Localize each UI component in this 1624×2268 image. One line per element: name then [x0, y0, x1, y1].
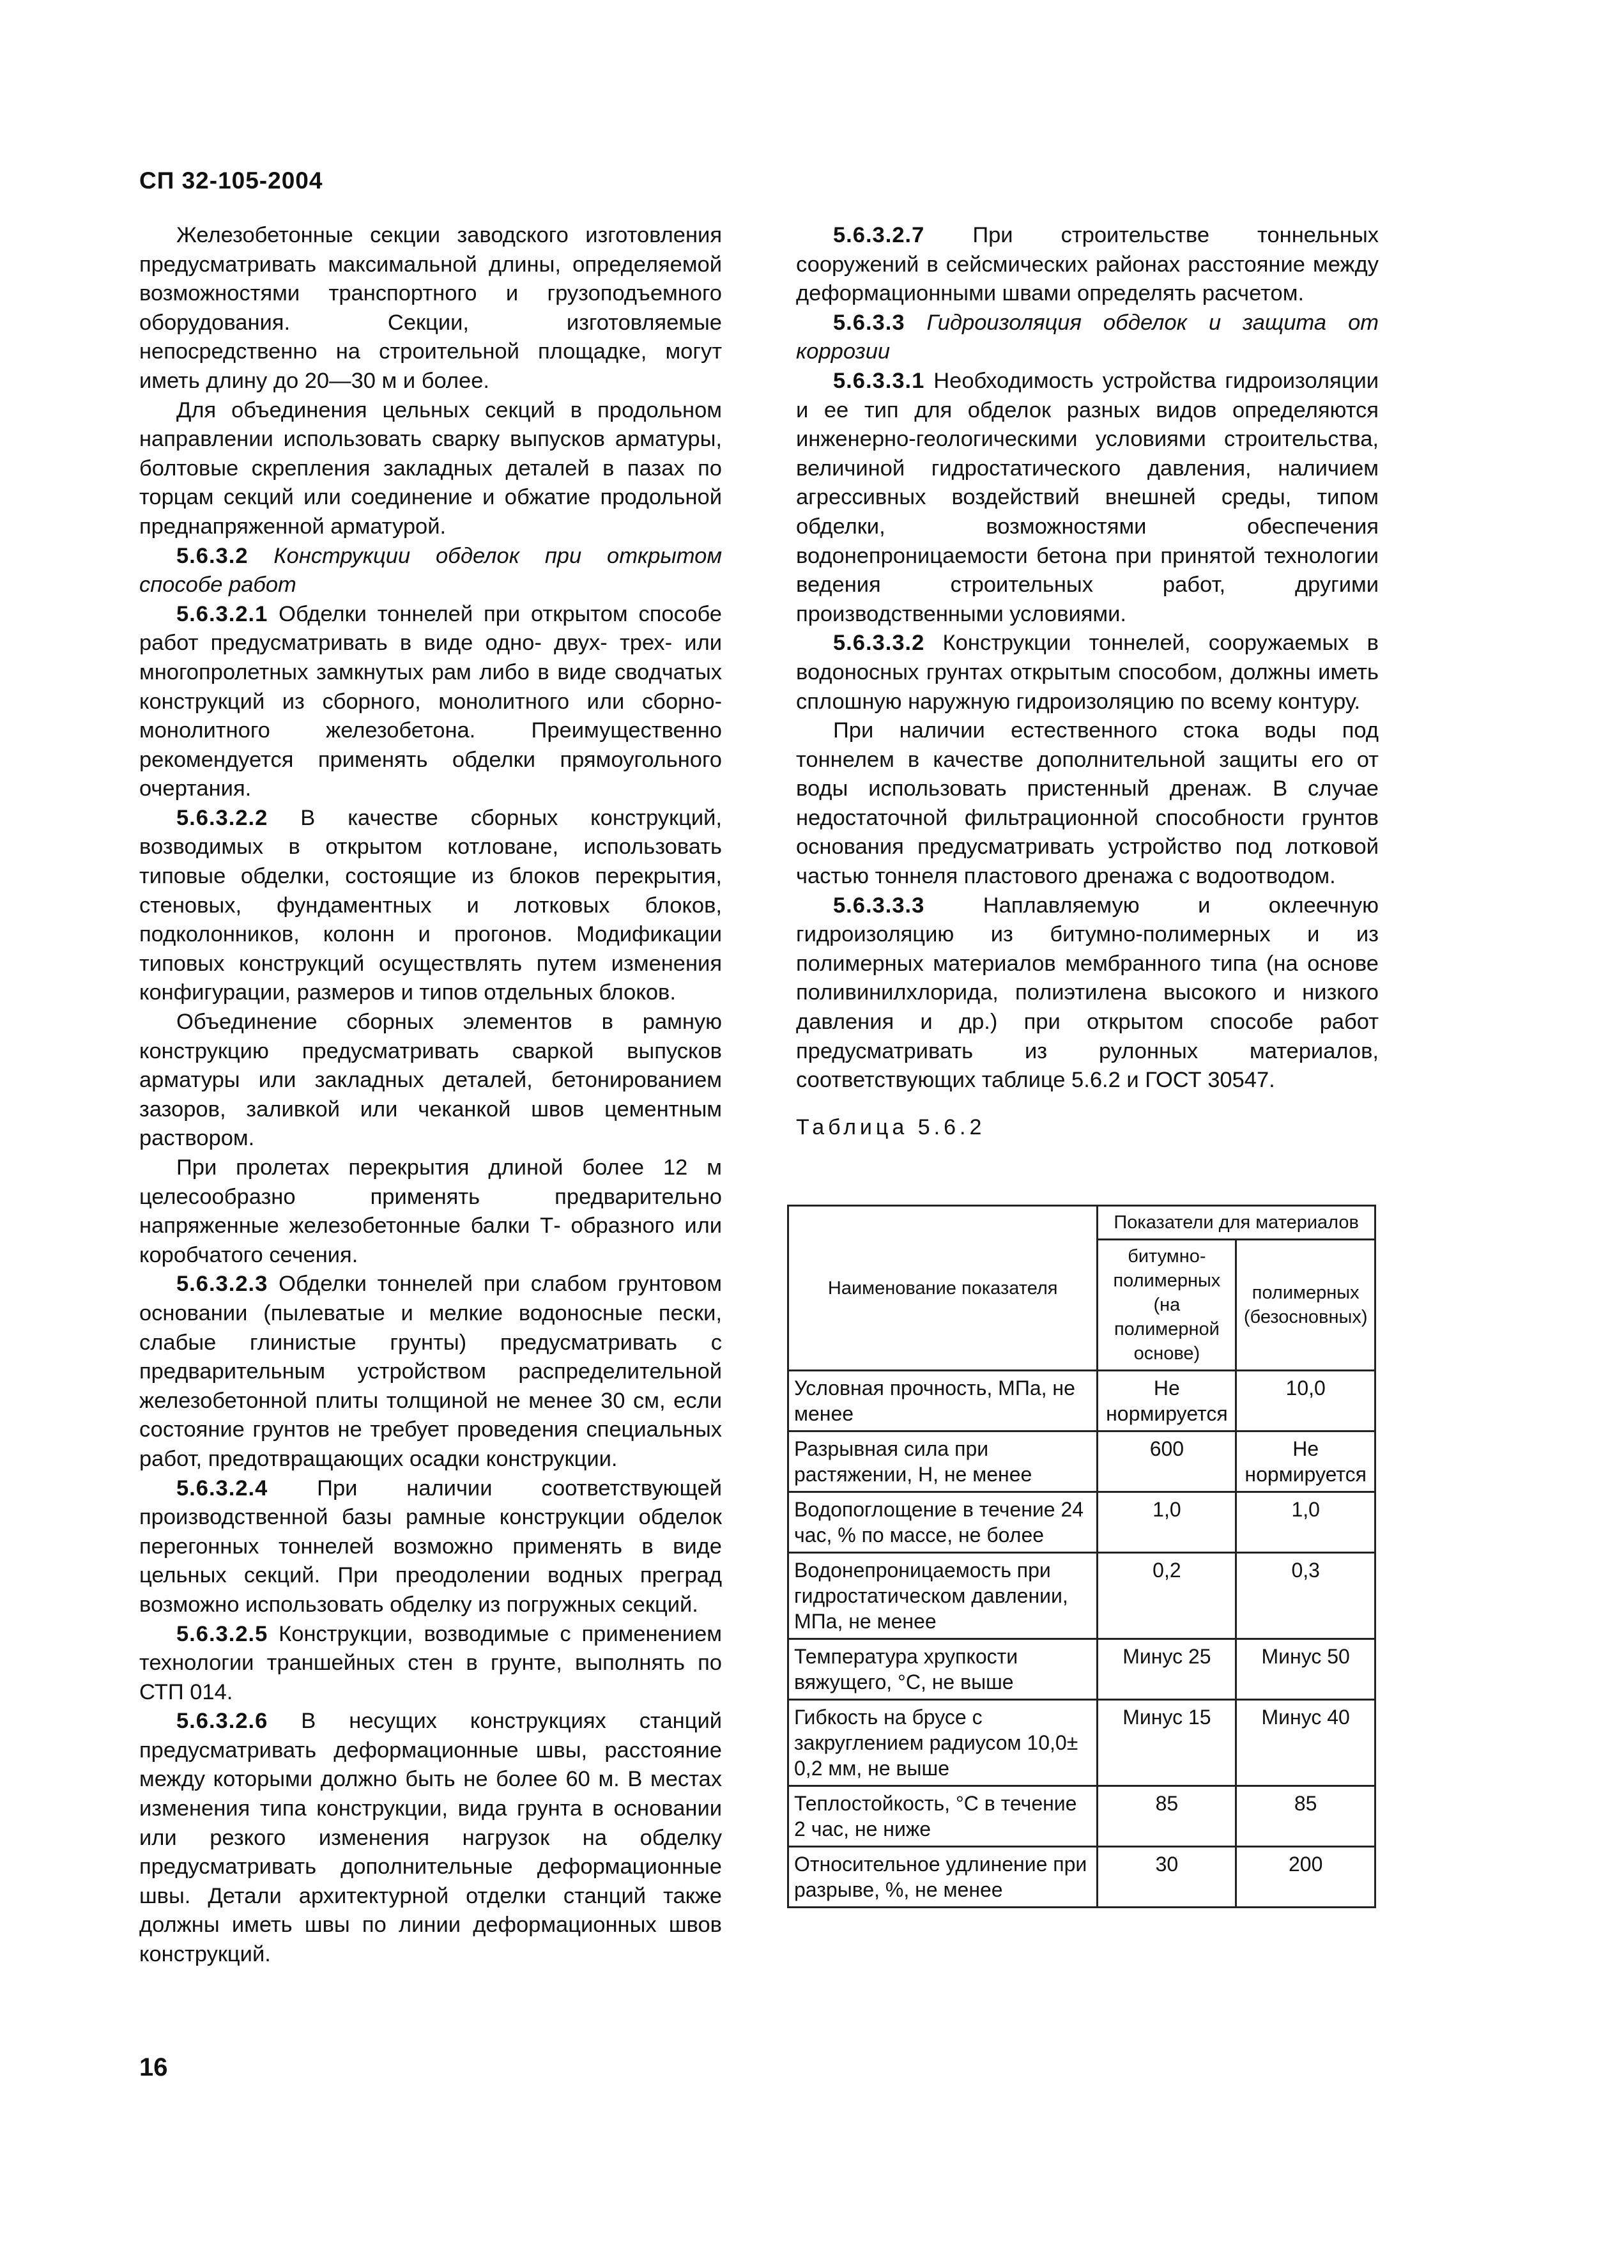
clause-text: В качестве сборных конструкций, возводимых в открытом котловане, использовать типовые обделки, состоящие из блоков перекрытия, стеновых, фундаментных и лотковых блоков, подколонников, колонн и прогонов. Модификации типовых конструкций осуществлять путем изменения конфигурации, размеров и типов отдельных блоков. [139, 805, 722, 1005]
clause-text: Конструкции тоннелей, сооружаемых в водоносных грунтах открытым способом, должны иметь сплошную наружную гидроизоляцию по всему контуру. [796, 631, 1379, 714]
table-cell-a: 600 [1098, 1431, 1236, 1492]
table-cell-b: Не нормируется [1236, 1431, 1375, 1492]
table-cell-name: Относительное удлинение при разрыве, %, не менее [788, 1847, 1098, 1908]
table-row [788, 1847, 1375, 1908]
clause-5-6-3-3-2 [796, 629, 1379, 716]
clause-number: 5.6.3.2.7 [833, 223, 925, 247]
paragraph: Для объединения цельных секций в продольном направлении использовать сварку выпусков арматуры, болтовые скрепления закладных деталей в пазах по торцам секций или соединение и обжатие продольной преднапряженной арматурой. [139, 397, 722, 539]
clause-5-6-3-2-5 [139, 1620, 722, 1708]
table-row [788, 1371, 1375, 1431]
table-cell-b: 1,0 [1236, 1492, 1375, 1553]
table-cell-b: 85 [1236, 1786, 1375, 1847]
paragraph: При пролетах перекрытия длиной более 12 м целесообразно применять предварительно напряженные железобетонные балки Т- образного или коробчатого сечения. [139, 1155, 722, 1267]
right-column [796, 221, 1379, 1142]
clause-5-6-3-2-2 [139, 804, 722, 1008]
table-row [788, 1639, 1375, 1700]
table-cell-name: Теплостойкость, °С в течение 2 час, не ниже [788, 1786, 1098, 1847]
clause-number: 5.6.3.3.1 [833, 368, 925, 393]
table-cell-a: 30 [1098, 1847, 1236, 1908]
section-heading-5-6-3-3 [796, 309, 1379, 367]
clause-text: При наличии соответствующей производственной базы рамные конструкции обделок перегонных тоннелей возможно применять в виде цельных секций. При преодолении водных преград возможно использовать обделку из погружных секций. [139, 1476, 722, 1617]
table-cell-a: 0,2 [1098, 1553, 1236, 1639]
table-row [788, 1786, 1375, 1847]
left-column [139, 221, 722, 1970]
clause-text: Обделки тоннелей при открытом способе работ предусматривать в виде одно- двух- трех- или многопролетных замкнутых рам либо в виде сводчатых конструкций из сборного, монолитного или сборно-монолитного железобетона. Преимущественно рекомендуется применять обделки прямоугольного очертания. [139, 601, 722, 801]
section-heading-5-6-3-2 [139, 542, 722, 600]
page-number: 16 [139, 2053, 168, 2081]
table-cell-b: 0,3 [1236, 1553, 1375, 1639]
table-caption: Таблица 5.6.2 [796, 1115, 986, 1139]
section-number: 5.6.3.3 [833, 310, 905, 335]
table-cell-a: 85 [1098, 1786, 1236, 1847]
clause-text: Обделки тоннелей при слабом грунтовом основании (пылеватые и мелкие водоносные пески, слабые глинистые грунты) предусматривать с предварительным устройством распределительной железобетонной плиты толщиной не менее 30 см, если состояние грунтов не требует проведения специальных работ, предотвращающих осадки конструкции. [139, 1272, 722, 1471]
paragraph: При наличии естественного стока воды под тоннелем в качестве дополнительной защиты его от воды использовать пристенный дренаж. В случае недостаточной фильтрационной способности грунтов основания предусматривать устройство под лотковой частью тоннеля пластового дренажа с водоотводом. [796, 718, 1379, 889]
clause-text: Наплавляемую и оклеечную гидроизоляцию из битумно-полимерных и из полимерных материалов мембранного типа (на основе поливинилхлорида, полиэтилена высокого и низкого давления и др.) при открытом способе работ предусматривать из рулонных материалов, соответствующих таблице 5.6.2 и ГОСТ 30547. [796, 893, 1379, 1093]
clause-number: 5.6.3.2.2 [176, 805, 268, 830]
clause-number: 5.6.3.2.5 [176, 1621, 268, 1646]
table-cell-name: Водопоглощение в течение 24 час, % по массе, не более [788, 1492, 1098, 1553]
clause-number: 5.6.3.2.1 [176, 601, 268, 626]
clause-text: При строительстве тоннельных сооружений в сейсмических районах расстояние между деформационными швами определять расчетом. [796, 223, 1379, 306]
table-cell-name: Водонепроницаемость при гидростатическом давлении, МПа, не менее [788, 1553, 1098, 1639]
table-row [788, 1492, 1375, 1553]
table-cell-a: Минус 25 [1098, 1639, 1236, 1700]
page-header-doc-code: СП 32-105-2004 [139, 167, 323, 194]
clause-number: 5.6.3.2.3 [176, 1272, 268, 1297]
clause-text: Конструкции, возводимые с применением технологии траншейных стен в грунте, выполнять по СТП 014. [139, 1621, 722, 1704]
clause-5-6-3-2-7 [796, 221, 1379, 309]
table-cell-name: Условная прочность, МПа, не менее [788, 1371, 1098, 1431]
clause-number: 5.6.3.2.4 [176, 1476, 268, 1500]
table-header-polymer: полимерных (безосновных) [1236, 1240, 1375, 1371]
clause-number: 5.6.3.3.3 [833, 893, 925, 918]
table-cell-b: 200 [1236, 1847, 1375, 1908]
table-header-name: Наименование показателя [788, 1206, 1098, 1371]
materials-table [787, 1205, 1376, 1908]
clause-5-6-3-2-3 [139, 1270, 722, 1474]
clause-text: Необходимость устройства гидроизоляции и ее тип для обделок разных видов определяются инженерно-геологическими условиями строительства, величиной гидростатического давления, наличием агрессивных воздействий внешней среды, типом обделки, возможностями обеспечения водонепроницаемости бетона при принятой технологии ведения строительных работ, другими производственными условиями. [796, 368, 1379, 626]
table-header-bitumen: битумно-полимерных (на полимерной основе) [1098, 1240, 1236, 1371]
clause-number: 5.6.3.3.2 [833, 631, 925, 656]
clause-5-6-3-3-3 [796, 891, 1379, 1095]
table-cell-name: Гибкость на брусе с закруглением радиусом 10,0± 0,2 мм, не выше [788, 1700, 1098, 1786]
table-cell-name: Температура хрупкости вяжущего, °С, не выше [788, 1639, 1098, 1700]
table-cell-a: 1,0 [1098, 1492, 1236, 1553]
clause-5-6-3-3-1 [796, 367, 1379, 629]
clause-5-6-3-2-1 [139, 600, 722, 804]
section-title: Конструкции обделок при открытом способе работ [139, 543, 722, 598]
table-cell-a: Минус 15 [1098, 1700, 1236, 1786]
clause-5-6-3-2-6 [139, 1707, 722, 1969]
table-row [788, 1700, 1375, 1786]
paragraph: Объединение сборных элементов в рамную конструкцию предусматривать сваркой выпусков арматуры или закладных деталей, бетонированием зазоров, заливкой или чеканкой швов цементным раствором. [139, 1010, 722, 1151]
table-cell-b: Минус 50 [1236, 1639, 1375, 1700]
table-row [788, 1553, 1375, 1639]
section-number: 5.6.3.2 [176, 543, 249, 568]
table-row [788, 1431, 1375, 1492]
table-cell-b: 10,0 [1236, 1371, 1375, 1431]
section-title: Гидроизоляция обделок и защита от коррозии [796, 310, 1379, 364]
table-header-group: Показатели для материалов [1098, 1206, 1375, 1240]
table-cell-name: Разрывная сила при растяжении, Н, не менее [788, 1431, 1098, 1492]
paragraph: Железобетонные секции заводского изготовления предусматривать максимальной длины, определяемой возможностями транспортного и грузоподъемного оборудования. Секции, изготовляемые непосредственно на строительной площадке, могут иметь длину до 20—30 м и более. [139, 223, 722, 393]
table-cell-a: Не нормируется [1098, 1371, 1236, 1431]
clause-5-6-3-2-4 [139, 1474, 722, 1620]
clause-text: В несущих конструкциях станций предусматривать деформационные швы, расстояние между которыми должно быть не более 60 м. В местах изменения типа конструкции, вида грунта в основании или резкого изменения нагрузок на обделку предусматривать дополнительные деформационные швы. Детали архитектурной отделки станций также должны иметь швы по линии деформационных швов конструкций. [139, 1709, 722, 1967]
clause-number: 5.6.3.2.6 [176, 1709, 268, 1734]
table-cell-b: Минус 40 [1236, 1700, 1375, 1786]
